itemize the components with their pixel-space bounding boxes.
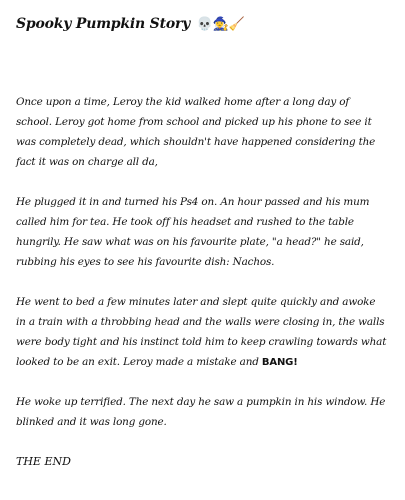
paragraph-4: He woke up terrified. The next day he saw a pumpkin in his window. He blinked and it was long gone. [16,396,386,428]
the-end: THE END [16,455,71,468]
bang-text: BANG! [261,357,298,368]
story-title [16,16,245,32]
title-text: Spooky Pumpkin Story [16,16,191,32]
title-emojis: 💀🧙‍♀️🧹 [196,17,245,32]
paragraph-1: Once upon a time, Leroy the kid walked home after a long day of school. Leroy got home from school and picked up his phone to see it was completely dead, which shouldn't have happened considering the fact it was on charge all da, [16,96,376,168]
paragraph-3-text: He went to bed a few minutes later and slept quite quickly and awoke in a train with a throbbing head and the walls were closing in, the walls were body tight and his instinct told him to keep crawling towards what looked to be an exit. Leroy made a mistake and [16,296,387,368]
paragraph-3 [16,292,388,373]
paragraph-2: He plugged it in and turned his Ps4 on. An hour passed and his mum called him for tea. He took off his headset and rushed to the table hungrily. He saw what was on his favourite plate, "a head?" he said, rubbing his eyes to see his favourite dish: Nachos. [16,196,370,268]
